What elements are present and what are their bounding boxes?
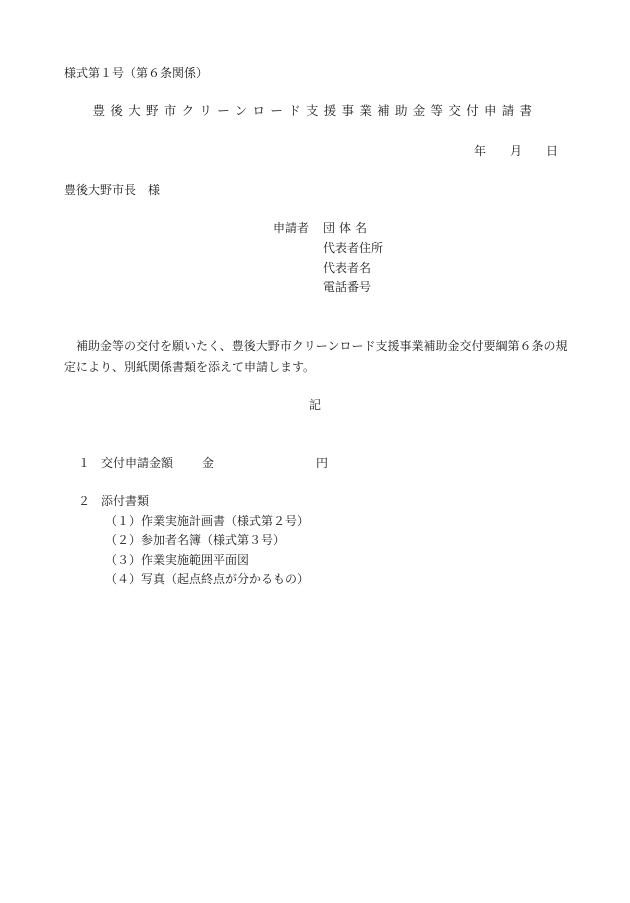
applicant-label: 申請者 [273,221,310,235]
application-statement [64,336,578,378]
attachment-item: （２）参加者名簿（様式第３号） [105,533,286,547]
applicant-field-phone-number: 電話番号 [323,280,372,294]
ki-heading: 記 [308,398,321,412]
item-2-label: 添付書類 [101,494,150,508]
applicant-field-representative-address: 代表者住所 [323,241,384,255]
amount-kin-label: 金 [202,456,215,470]
attachment-item: （４）写真（起点終点が分かるもの） [105,572,310,586]
form-number: 様式第１号（第６条関係） [64,66,209,80]
item-2-number: ２ [78,494,91,508]
applicant-field-representative-name: 代表者名 [323,261,372,275]
amount-yen-label: 円 [316,456,329,470]
addressee: 豊後大野市長 様 [64,183,161,197]
applicant-field-group-name: 団体名 [323,221,372,235]
date-year-label: 年 [474,144,487,158]
attachment-item: （１）作業実施計画書（様式第２号） [105,514,310,528]
item-1-number: １ [78,456,91,470]
item-1-label: 交付申請金額 [101,456,174,470]
application-statement-text: 補助金等の交付を願いたく、豊後大野市クリーンロード支援事業補助金交付要綱第６条の規定により、別紙関係書類を添えて申請します。 [64,339,568,374]
attachment-item: （３）作業実施範囲平面図 [105,553,250,567]
date-day-label: 日 [546,144,559,158]
date-month-label: 月 [510,144,523,158]
document-title: 豊後大野市クリーンロード支援事業補助金等交付申請書 [92,103,538,118]
